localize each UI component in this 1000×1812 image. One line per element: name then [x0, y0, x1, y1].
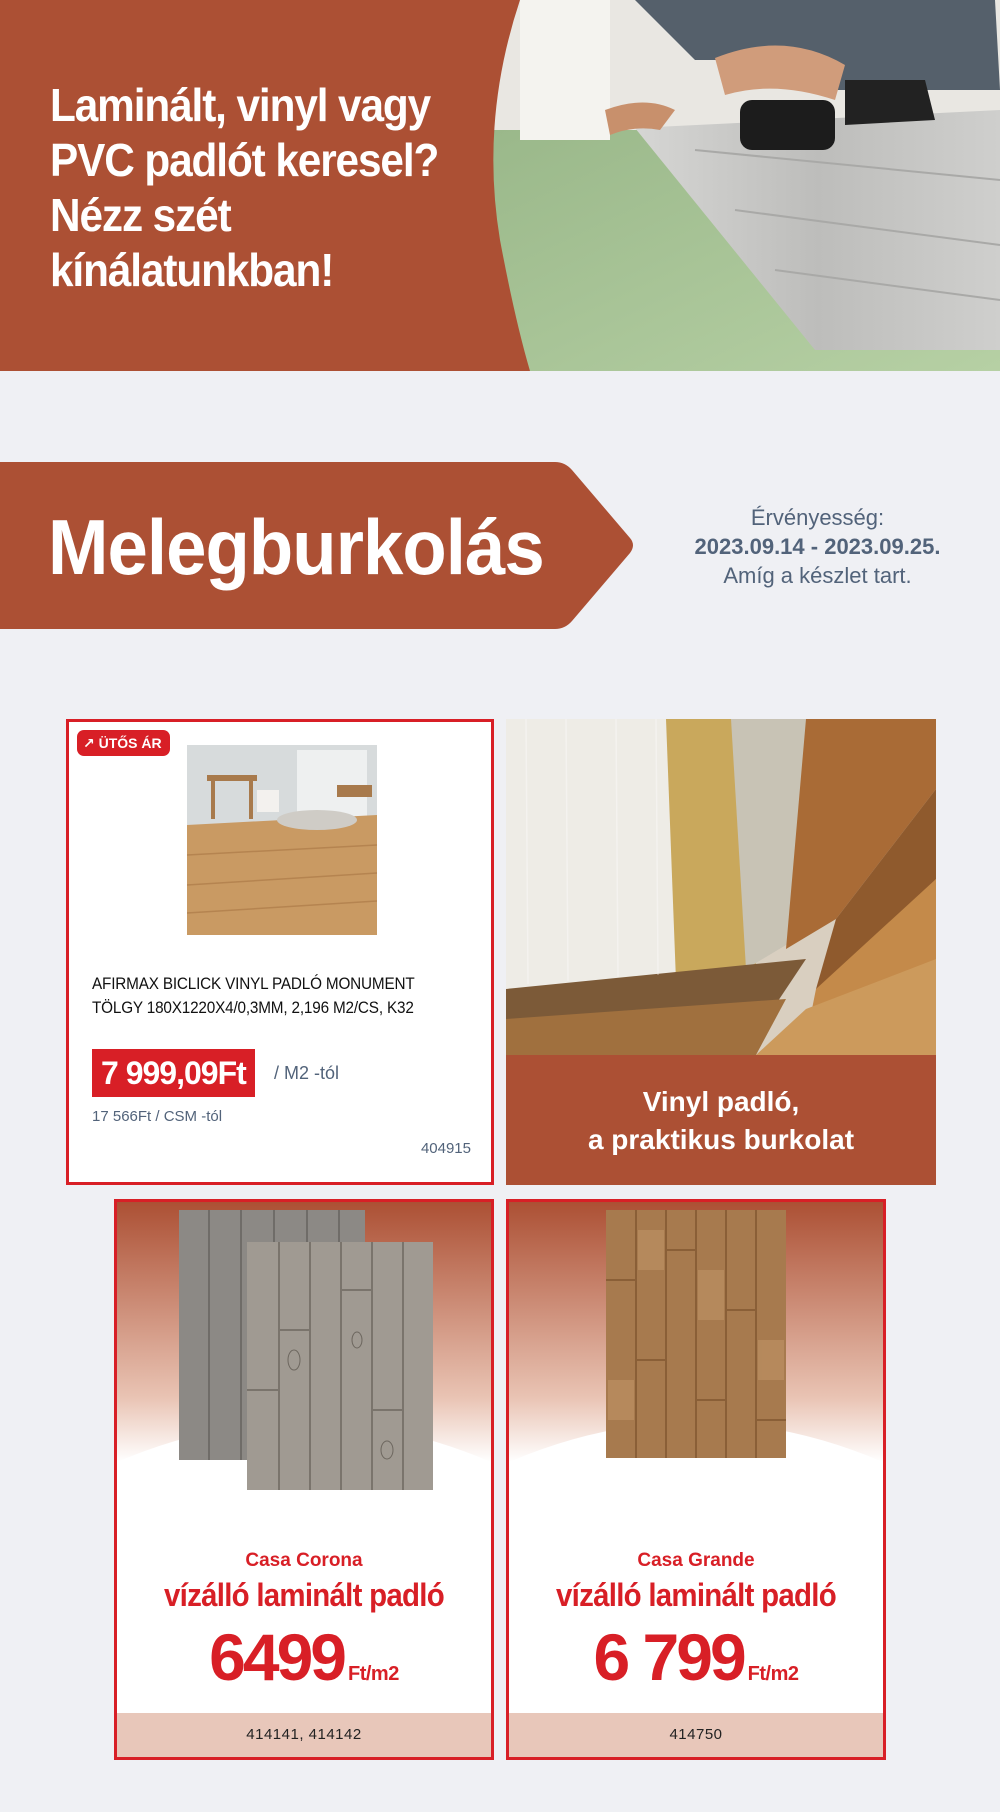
product-price: 7 999,09Ft	[92, 1049, 255, 1097]
hero-title	[50, 78, 446, 298]
laminate-price-value: 6 799	[593, 1620, 744, 1694]
product-package-price: 17 566Ft / CSM -tól	[92, 1108, 223, 1125]
arrow-up-right-icon: ↗	[83, 735, 95, 751]
laminate-card[interactable]	[506, 1199, 886, 1760]
laminate-price-unit: Ft/m2	[747, 1663, 799, 1685]
validity-dates: 2023.09.14 - 2023.09.25.	[694, 534, 941, 559]
laminate-price-value: 6499	[209, 1620, 344, 1694]
laminate-price-unit: Ft/m2	[347, 1663, 399, 1685]
vinyl-samples-photo	[506, 719, 936, 1055]
vinyl-caption-line: Vinyl padló,	[642, 1086, 800, 1117]
laminate-type: vízálló laminált padló	[556, 1577, 836, 1613]
hot-price-badge	[77, 730, 170, 756]
laminate-brand: Casa Corona	[245, 1550, 363, 1571]
vinyl-caption	[506, 1083, 936, 1159]
section-title: Melegburkolás	[48, 503, 544, 591]
validity-info	[670, 503, 965, 590]
validity-label: Érvényesség:	[750, 505, 885, 530]
laminate-price	[117, 1617, 491, 1697]
product-name-line: TÖLGY 180X1220X4/0,3MM, 2,196 M2/CS, K32	[92, 998, 414, 1017]
hero-title-line: Nézz szét	[50, 189, 231, 241]
laminate-codes: 414750	[509, 1713, 883, 1757]
laminate-type: vízálló laminált padló	[164, 1577, 444, 1613]
vinyl-promo-card[interactable]	[506, 719, 936, 1185]
laminate-price	[509, 1617, 883, 1697]
product-code: 404915	[420, 1140, 471, 1157]
vinyl-caption-line: a praktikus burkolat	[587, 1124, 855, 1155]
hero-title-line: PVC padlót keresel?	[50, 134, 439, 186]
laminate-brand: Casa Grande	[637, 1550, 755, 1571]
product-card[interactable]	[66, 719, 494, 1185]
grey-laminate-planks-image	[179, 1210, 433, 1490]
product-name-line: AFIRMAX BICLICK VINYL PADLÓ MONUMENT	[92, 974, 415, 993]
hero-title-line: Laminált, vinyl vagy	[50, 79, 431, 131]
validity-note: Amíg a készlet tart.	[723, 563, 912, 588]
product-image[interactable]	[187, 745, 377, 935]
badge-label: ÜTŐS ÁR	[98, 735, 162, 751]
oak-laminate-planks-image	[606, 1210, 786, 1458]
product-name[interactable]	[92, 972, 472, 1020]
laminate-card[interactable]	[114, 1199, 494, 1760]
hero-title-line: kínálatunkban!	[50, 244, 334, 296]
hero-banner[interactable]	[0, 0, 1000, 371]
laminate-codes: 414141, 414142	[117, 1713, 491, 1757]
product-price-unit: / M2 -tól	[274, 1063, 340, 1083]
